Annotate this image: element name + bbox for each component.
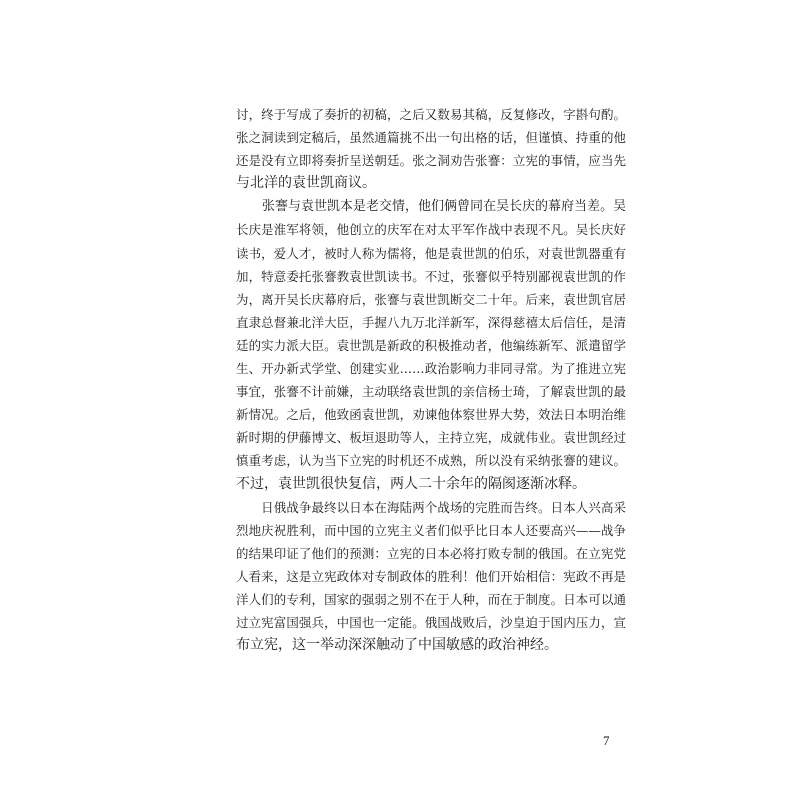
- text-line: 事宜，张謇不计前嫌，主动联络袁世凯的亲信杨士琦，了解袁世凯的最: [236, 384, 626, 400]
- text-line: 读书，爱人才，被时人称为儒将，他是袁世凯的伯乐，对袁世凯器重有: [236, 245, 626, 261]
- text-line: 直隶总督兼北洋大臣，手握八九万北洋新军，深得慈禧太后信任，是清: [236, 314, 626, 330]
- text-line: 新时期的伊藤博文、板垣退助等人，主持立宪，成就伟业。袁世凯经过: [236, 430, 626, 446]
- text-line: 烈地庆祝胜利，而中国的立宪主义者们似乎比日本人还要高兴——战争: [236, 522, 626, 538]
- text-line: 生、开办新式学堂、创建实业……政治影响力非同寻常。为了推进立宪: [236, 361, 626, 377]
- text-line: 与北洋的袁世凯商议。: [236, 175, 376, 192]
- text-line: 张謇与袁世凯本是老交情，他们俩曾同在吴长庆的幕府当差。吴: [236, 199, 626, 215]
- text-line: 布立宪，这一举动深深触动了中国敏感的政治神经。: [236, 637, 558, 654]
- text-line: 长庆是淮军将领，他创立的庆军在对太平军作战中表现不凡。吴长庆好: [236, 222, 626, 238]
- text-line: 新情况。之后，他致函袁世凯，劝谏他体察世界大势，效法日本明治维: [236, 407, 626, 423]
- text-line: 日俄战争最终以日本在海陆两个战场的完胜而告终。日本人兴高采: [236, 499, 626, 515]
- text-line: 慎重考虑，认为当下立宪的时机还不成熟，所以没有采纳张謇的建议。: [236, 453, 626, 469]
- text-line: 张之洞读到定稿后，虽然通篇挑不出一句出格的话，但谨慎、持重的他: [236, 130, 626, 146]
- text-line: 洋人们的专利，国家的强弱之别不在于人种，而在于制度。日本可以通: [236, 591, 626, 607]
- text-line: 加，特意委托张謇教袁世凯读书。不过，张謇似乎特别鄙视袁世凯的作: [236, 268, 626, 284]
- text-line: 讨，终于写成了奏折的初稿，之后又数易其稿，反复修改，字斟句酌。: [236, 107, 626, 122]
- text-line: 的结果印证了他们的预测：立宪的日本必将打败专制的俄国。在立宪党: [236, 545, 626, 561]
- body-text: [236, 103, 626, 657]
- text-line: 为，离开吴长庆幕府后，张謇与袁世凯断交二十年。后来，袁世凯官居: [236, 291, 626, 307]
- text-line: 廷的实力派大臣。袁世凯是新政的积极推动者，他编练新军、派遣留学: [236, 337, 626, 353]
- text-line: 不过，袁世凯很快复信，两人二十余年的隔阂逐渐冰释。: [236, 475, 586, 492]
- page-number: 7: [603, 733, 610, 748]
- text-line: 过立宪富国强兵，中国也一定能。俄国战败后，沙皇迫于国内压力，宣: [236, 615, 626, 631]
- text-line: 还是没有立即将奏折呈送朝廷。张之洞劝告张謇：立宪的事情，应当先: [236, 153, 626, 169]
- text-line: 人看来，这是立宪政体对专制政体的胜利！他们开始相信：宪政不再是: [236, 568, 626, 584]
